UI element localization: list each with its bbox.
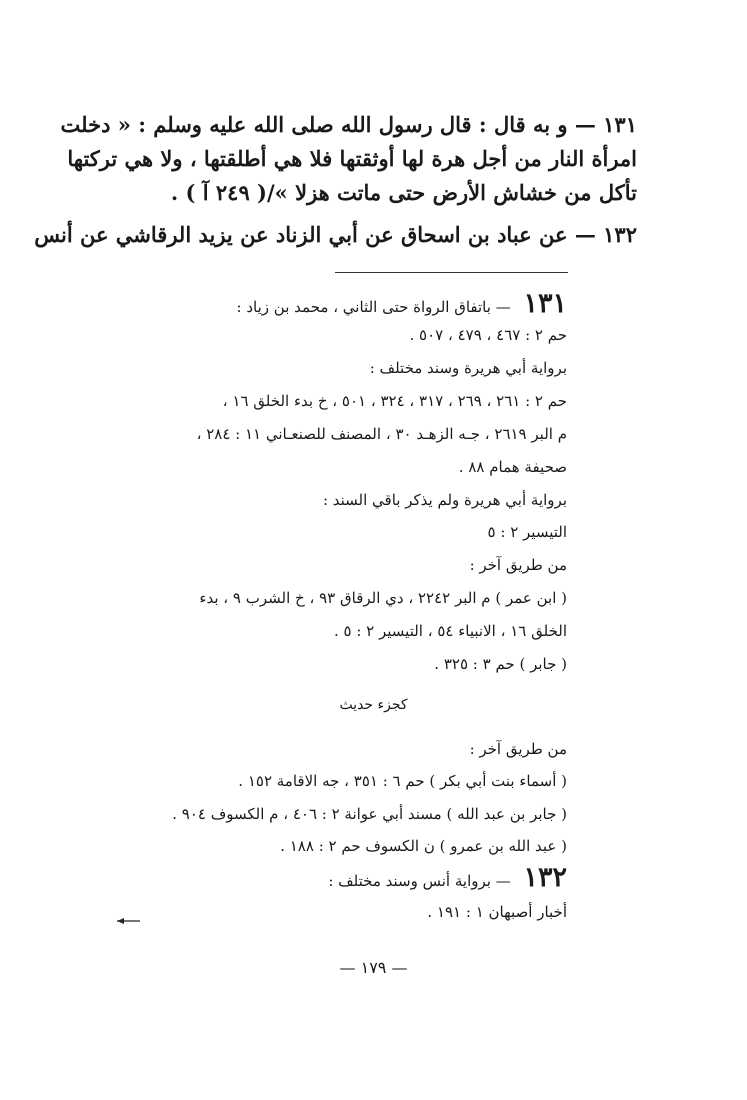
note-line: من طريق آخر :: [469, 556, 567, 574]
note-line: أخبار أصبهان ١ : ١٩١ .: [427, 903, 567, 921]
note-line: ( أسماء بنت أبي بكر ) حم ٦ : ٣٥١ ، جه الاقامة ١٥٢ .: [238, 772, 567, 790]
note-line: الخلق ١٦ ، الانبياء ٥٤ ، التيسير ٢ : ٥ .: [333, 622, 567, 640]
note-line: صحيفة همام ٨٨ .: [458, 458, 567, 476]
note-132-heading-text: — برواية أنس وسند مختلف :: [328, 872, 511, 890]
note-line: برواية أبي هريرة ولم يذكر باقي السند :: [322, 491, 567, 509]
hadith-line-3: تأكل من خشاش الأرض حتى ماتت هزلا »/( ٢٤٩ آ ) .: [170, 180, 637, 205]
hadith-line-4: ١٣٢ — عن عباد بن اسحاق عن أبي الزناد عن يزيد الرقاشي عن أنس: [34, 222, 637, 247]
note-132-number: ١٣٢: [523, 862, 567, 893]
note-131-number: ١٣١: [523, 288, 567, 319]
note-line: ( ابن عمر ) م البر ٢٢٤٢ ، دي الرقاق ٩٣ ، خ الشرب ٩ ، بدء: [199, 589, 567, 607]
note-line: من طريق آخر :: [469, 740, 567, 758]
note-line: ( جابر ) حم ٣ : ٣٢٥ .: [434, 655, 567, 673]
section-heading: كجزء حديث: [339, 697, 408, 713]
note-line: التيسير ٢ : ٥: [487, 523, 567, 541]
note-line: حم ٢ : ٤٦٧ ، ٤٧٩ ، ٥٠٧ .: [409, 326, 567, 344]
footnote-separator: [335, 272, 568, 273]
note-132-heading: [95, 862, 567, 893]
page-number: — ١٧٩ —: [339, 958, 408, 977]
note-line: م البر ٢٦١٩ ، جـه الزهـد ٣٠ ، المصنف للصنعـاني ١١ : ٢٨٤ ،: [196, 425, 567, 443]
hadith-line-2: امرأة النار من أجل هرة لها أوثقتها فلا هي أطلقتها ، ولا هي تركتها: [67, 146, 637, 171]
note-line: ( جابر بن عبد الله ) مسند أبي عوانة ٢ : ٤٠٦ ، م الكسوف ٩٠٤ .: [172, 805, 567, 823]
note-131-heading: [95, 288, 567, 319]
hadith-line-1: ١٣١ — و به قال : قال رسول الله صلى الله عليه وسلم : « دخلت: [60, 112, 637, 137]
note-line: برواية أبي هريرة وسند مختلف :: [369, 359, 567, 377]
continuation-arrow-icon: [115, 915, 141, 927]
note-line: حم ٢ : ٢٦١ ، ٢٦٩ ، ٣١٧ ، ٣٢٤ ، ٥٠١ ، خ بدء الخلق ١٦ ،: [222, 392, 567, 410]
note-line: ( عبد الله بن عمرو ) ن الكسوف حم ٢ : ١٨٨ .: [280, 837, 567, 855]
note-131-heading-text: — باتفاق الرواة حتى الثاني ، محمد بن زياد :: [236, 298, 511, 316]
